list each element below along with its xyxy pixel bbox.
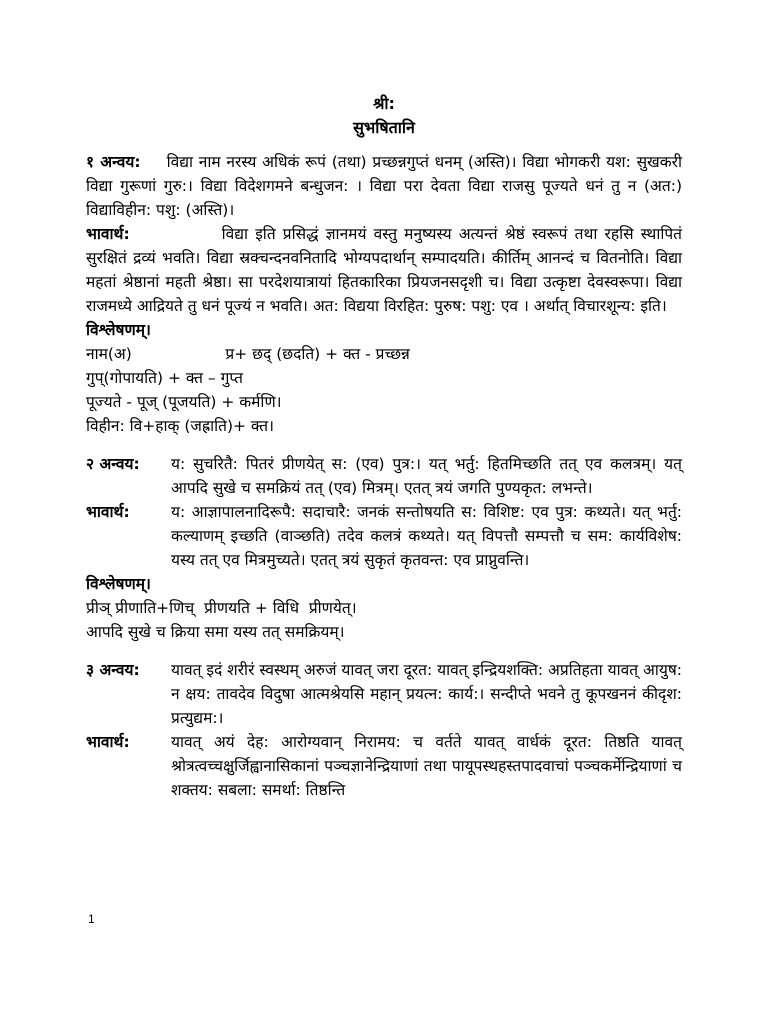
bhavarth-label: भावार्थ:: [86, 225, 130, 243]
vishleshan-label: विश्लेषणम्।: [86, 575, 151, 593]
bhavarth-text: यावत् अयं देह: आरोग्यवान् निरामय: च वर्तते यावत् वार्धकं दूरत: तिष्ठति यावत् श्रोत्रत्वच्चक्षुर्जिह्वानासिकानां पञ्चज्ञानेन्द्रियाणां तथा पायूपस्थहस्तपादवाचां पञ्चकर्मेन्द्रियाणां च शक्तय: सबला: समर्था: तिष्ठन्ति: [171, 733, 682, 799]
vishleshan-line: आपदि सुखे च क्रिया समा यस्य तत् समक्रियम्।: [86, 623, 345, 641]
anvaya-label: ३ अन्वय:: [86, 661, 140, 679]
vishleshan-line: पूज्यते - पूज् (पूजयति) + कर्मणि।: [86, 393, 282, 411]
anvaya-text: विद्या नाम नरस्य अधिकं रूपं (तथा) प्रच्छन्नगुप्तं धनम् (अस्ति)। विद्या भोगकरी यश: सुखकरी विद्या गुरूणां गुरु:। विद्या विदेशगमने बन्धुजन: । विद्या परा देवता विद्या राजसु पूज्यते धनं तु न (अत:) विद्याविहीन: पशु: (अस्ति)।: [86, 153, 682, 219]
anvaya-text: यावत् इदं शरीरं स्वस्थम् अरुजं यावत् जरा दूरत: यावत् इन्द्रियशक्ति: अप्रतिहता यावत् आयुष: न क्षय: तावदेव विदुषा आत्मश्रेयसि महान् प्रयत्न: कार्य:। सन्दीप्ते भवने तु कूपखननं कीदृश: प्रत्युद्यम:।: [171, 661, 682, 727]
anvaya-text: य: सुचरितै: पितरं प्रीणयेत् स: (एव) पुत्र:। यत् भर्तु: हितमिच्छति तत् एव कलत्रम्। यत् आपदि सुखे च समक्रियं तत् (एव) मित्रम्। एतत् त्रयं जगति पुण्यकृत: लभन्ते।: [171, 455, 682, 497]
bhavarth-label: भावार्थ:: [86, 503, 130, 521]
page-title: श्री:: [373, 94, 395, 113]
document-page: [86, 92, 682, 802]
section-3-bhavarth: [86, 730, 682, 802]
bhavarth-text: विद्या इति प्रसिद्धं ज्ञानमयं वस्तु मनुष्यस्य अत्यन्तं श्रेष्ठं स्वरूपं तथा रहसि स्थापितं सुरक्षितं द्रव्यं भवति। विद्या स्रक्चन्दनवनितादि भोग्यपदार्थान् सम्पादयति। कीर्तिम् आनन्दं च वितनोति। विद्या महतां श्रेष्ठानां महती श्रेष्ठा। सा परदेशयात्रायां हितकारिका प्रियजनसदृशी च। विद्या उत्कृष्टा देवस्वरूपा। विद्या राजमध्ये आद्रियते तु धनं पूज्यं न भवति। अत: विद्यया विरहित: पुरुष: पशु: एव । अर्थात् विचारशून्य: इति।: [86, 225, 682, 315]
page-number: 1: [88, 912, 95, 926]
vishleshan-line: प्रीञ् प्रीणाति+णिच् प्रीणयति + विधि प्रीणयेत्।: [86, 599, 357, 617]
bhavarth-text: य: आज्ञापालनादिरूपै: सदाचारै: जनकं सन्तोषयति स: विशिष्ट: एव पुत्र: कथ्यते। यत् भर्तु: कल्याणम् इच्छति (वाञ्छति) तदेव कलत्रं कथ्यते। यत् विपत्तौ सम्पत्तौ च सम: कार्यविशेष: यस्य तत् एव मित्रमुच्यते। एतत् त्रयं सुकृतं कृतवन्त: एव प्राप्नुवन्ति।: [171, 503, 682, 569]
page-subtitle: सुभषितानि: [353, 118, 415, 137]
vishleshan-line: गुप्(गोपायति) + क्त – गुप्त: [86, 369, 243, 387]
bhavarth-label: भावार्थ:: [86, 733, 130, 751]
vishleshan-line: विहीन: वि+हाक् (जह्राति)+ क्त।: [86, 417, 274, 435]
section-2-bhavarth: [86, 500, 682, 572]
vishleshan-label: विश्लेषणम्।: [86, 321, 151, 339]
section-3-anvaya: [86, 658, 682, 730]
anvaya-label: २ अन्वय:: [86, 455, 140, 473]
anvaya-label: १ अन्वय:: [86, 153, 141, 171]
section-1-anvaya: [86, 150, 682, 222]
vishleshan-line: नाम(अ) प्र+ छद् (छदति) + क्त - प्रच्छन्न: [86, 345, 410, 363]
section-2-anvaya: [86, 452, 682, 500]
section-1-bhavarth: [86, 222, 682, 318]
